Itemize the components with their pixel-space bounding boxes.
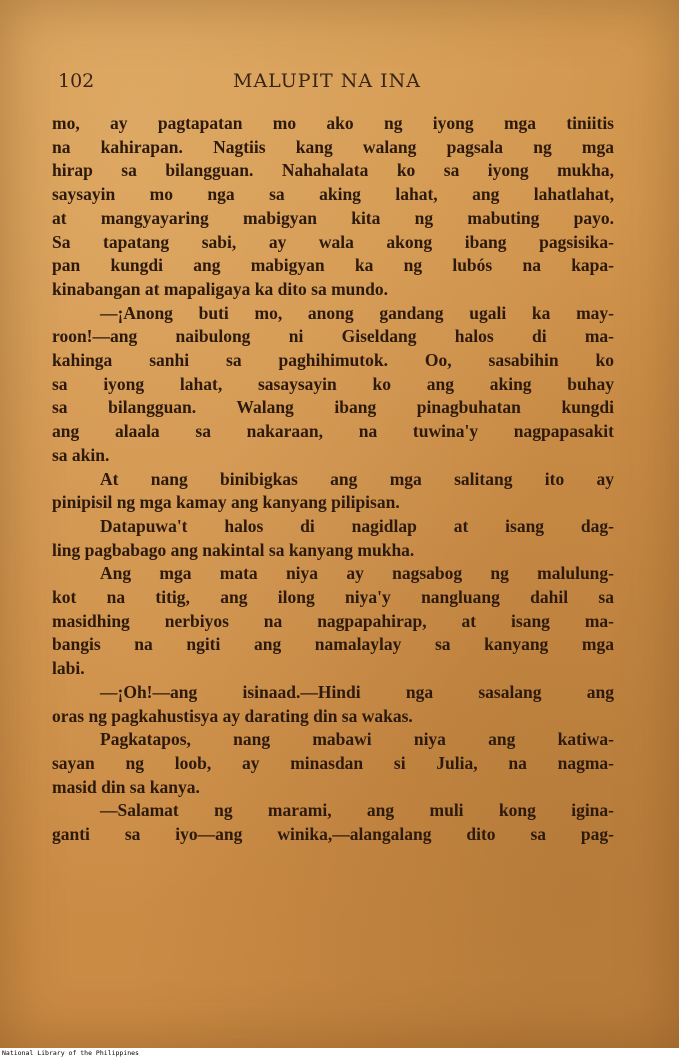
text-line: kahinga sanhi sa paghihimutok. Oo, sasabihin ko [52,350,614,371]
page-number: 102 [58,70,95,92]
text-line: bangis na ngiti ang namalaylay sa kanyang mga [52,634,614,655]
text-line: Sa tapatang sabi, ay wala akong ibang pagsisika- [52,231,614,252]
page-header [58,70,618,96]
text-line: —¡Anong buti mo, anong gandang ugali ka may- [100,302,614,323]
text-line: ang alaala sa nakaraan, na tuwina'y nagpapasakit [52,421,614,442]
text-line: labi. [52,658,85,679]
text-line: ling pagbabago ang nakintal sa kanyang mukha. [52,539,415,560]
running-title: MALUPIT NA INA [233,70,422,92]
text-line: kot na titig, ang ilong niya'y nangluang dahil sa [52,587,614,608]
text-line: hirap sa bilangguan. Nahahalata ko sa iyong mukha, [52,160,614,181]
text-line: mo, ay pagtapatan mo ako ng iyong mga tiniitis [52,113,614,133]
library-credit: National Library of the Philippines [2,1049,139,1057]
text-line: sa akin. [52,444,110,465]
text-line: pinipisil ng mga kamay ang kanyang pilipisan. [52,492,400,513]
body-text [52,112,614,847]
text-line: at mangyayaring mabigyan kita ng mabuting payo. [52,207,614,228]
text-line: —¡Oh!—ang isinaad.—Hindi nga sasalang ang [100,681,614,702]
text-line: At nang binibigkas ang mga salitang ito ay [100,468,614,489]
text-line: Pagkatapos, nang mabawi niya ang katiwa- [100,729,614,750]
text-line: sa bilangguan. Walang ibang pinagbuhatan kungdi [52,397,614,418]
text-line: oras ng pagkahustisya ay darating din sa wakas. [52,705,413,726]
text-line: pan kungdi ang mabigyan ka ng lubós na kapa- [52,255,614,276]
text-line: roon!—ang naibulong ni Giseldang halos di ma- [52,326,614,347]
text-line: kinabangan at mapaligaya ka dito sa mundo. [52,278,389,299]
text-line: ganti sa iyo—ang winika,—alangalang dito sa pag- [52,824,614,845]
text-line: Datapuwa't halos di nagidlap at isang dag- [100,515,614,536]
text-line: na kahirapan. Nagtiis kang walang pagsala ng mga [52,136,614,157]
text-line: masid din sa kanya. [52,776,200,797]
text-line: sayan ng loob, ay minasdan si Julia, na nagma- [52,752,614,773]
text-line: —Salamat ng marami, ang muli kong igina- [100,800,614,821]
text-line: saysayin mo nga sa aking lahat, ang lahatlahat, [52,184,614,205]
text-line: masidhing nerbiyos na nagpapahirap, at isang ma- [52,610,614,631]
text-line: Ang mga mata niya ay nagsabog ng malulung- [100,563,614,584]
text-line: sa iyong lahat, sasaysayin ko ang aking buhay [52,373,614,394]
